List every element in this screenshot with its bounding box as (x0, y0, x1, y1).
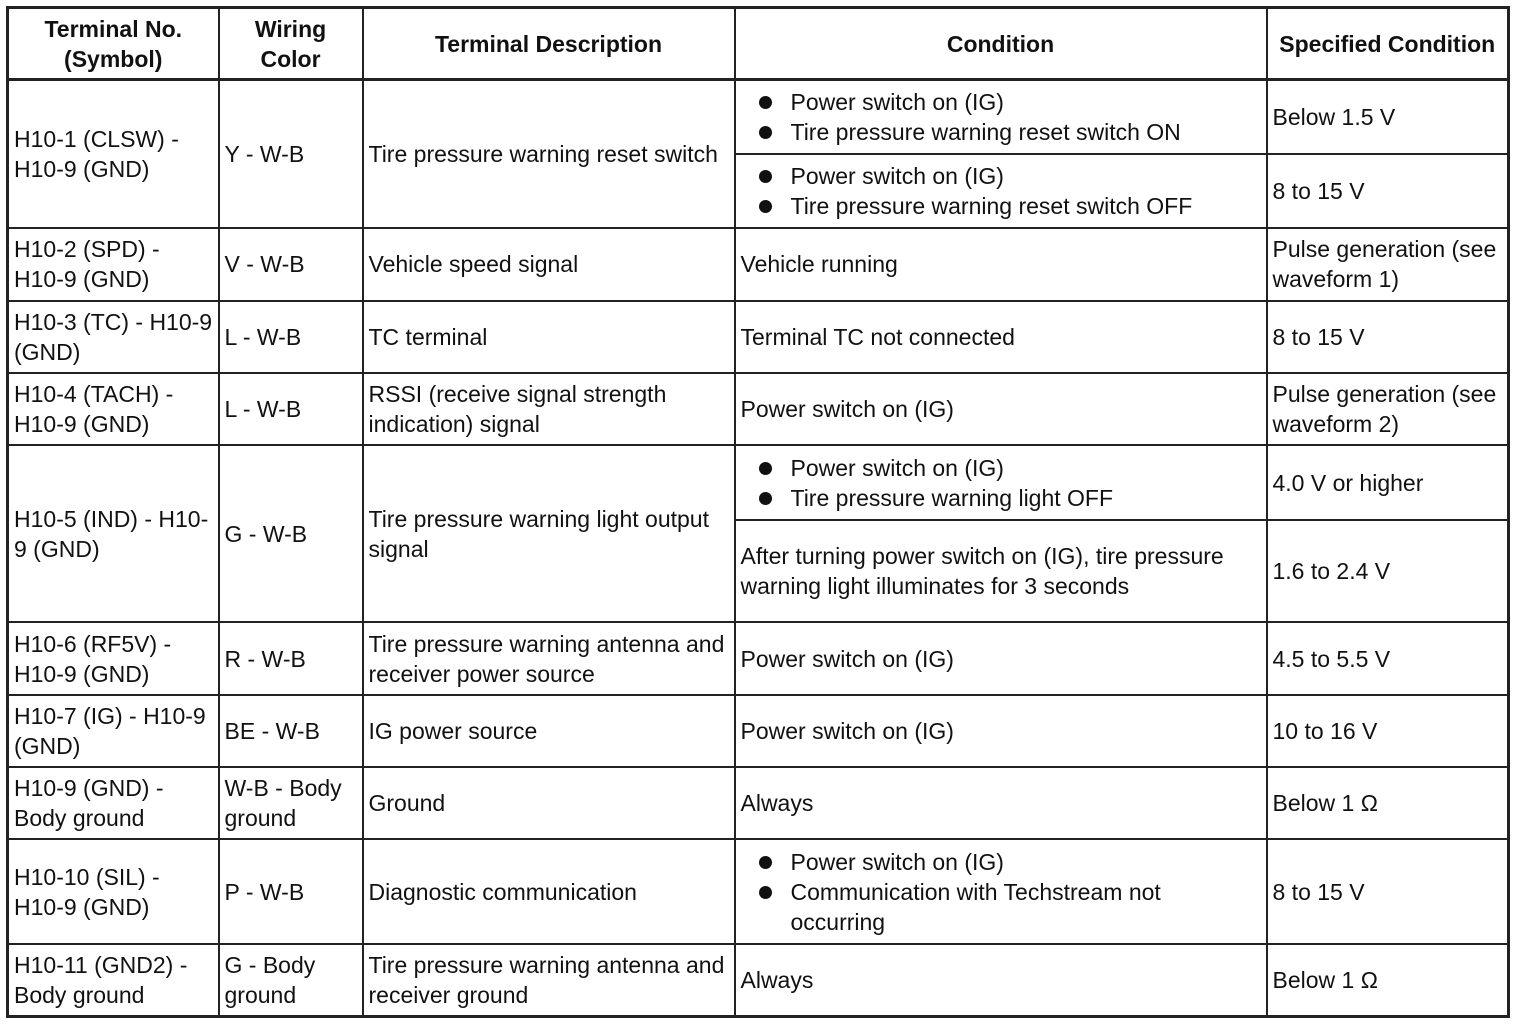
header-wiring-color: Wiring Color (219, 8, 363, 80)
wiring-cell: R - W-B (219, 622, 363, 694)
condition-cell: Terminal TC not connected (735, 301, 1267, 373)
condition-cell (735, 80, 1267, 154)
terminal-cell: H10-2 (SPD) - H10-9 (GND) (8, 228, 219, 300)
wiring-cell: L - W-B (219, 301, 363, 373)
description-cell: Tire pressure warning antenna and receiver ground (363, 944, 735, 1016)
spec-cell: 10 to 16 V (1267, 695, 1509, 767)
terminal-cell: H10-3 (TC) - H10-9 (GND) (8, 301, 219, 373)
table-row (8, 767, 1509, 839)
bullet-item: Power switch on (IG) (757, 87, 1261, 117)
spec-cell: 1.6 to 2.4 V (1267, 520, 1509, 623)
terminal-cell: H10-5 (IND) - H10-9 (GND) (8, 445, 219, 622)
terminal-cell: H10-9 (GND) - Body ground (8, 767, 219, 839)
wiring-cell: Y - W-B (219, 80, 363, 229)
bullet-item: Tire pressure warning reset switch OFF (757, 191, 1261, 221)
wiring-cell: BE - W-B (219, 695, 363, 767)
table-row (8, 839, 1509, 944)
description-cell: Tire pressure warning antenna and receiver power source (363, 622, 735, 694)
condition-cell (735, 445, 1267, 519)
terminal-cell: H10-6 (RF5V) - H10-9 (GND) (8, 622, 219, 694)
condition-cell: Power switch on (IG) (735, 622, 1267, 694)
condition-cell: Power switch on (IG) (735, 373, 1267, 445)
bullet-item: Communication with Techstream not occurring (757, 877, 1261, 937)
table-row (8, 228, 1509, 300)
condition-bullet-list (741, 87, 1261, 147)
wiring-cell: W-B - Body ground (219, 767, 363, 839)
spec-cell: Below 1.5 V (1267, 80, 1509, 154)
condition-bullet-list (741, 847, 1261, 937)
description-cell: TC terminal (363, 301, 735, 373)
condition-cell: Always (735, 767, 1267, 839)
spec-cell: 8 to 15 V (1267, 839, 1509, 944)
wiring-cell: G - Body ground (219, 944, 363, 1016)
wiring-cell: V - W-B (219, 228, 363, 300)
description-cell: RSSI (receive signal strength indication) signal (363, 373, 735, 445)
terminal-cell: H10-7 (IG) - H10-9 (GND) (8, 695, 219, 767)
condition-cell: After turning power switch on (IG), tire pressure warning light illuminates for 3 seconds (735, 520, 1267, 623)
terminal-cell: H10-1 (CLSW) - H10-9 (GND) (8, 80, 219, 229)
spec-cell: 8 to 15 V (1267, 301, 1509, 373)
description-cell: Ground (363, 767, 735, 839)
description-cell: Diagnostic communication (363, 839, 735, 944)
bullet-item: Power switch on (IG) (757, 847, 1261, 877)
spec-cell: Below 1 Ω (1267, 767, 1509, 839)
header-specified-condition: Specified Condition (1267, 8, 1509, 80)
table-row (8, 373, 1509, 445)
spec-cell: Pulse generation (see waveform 1) (1267, 228, 1509, 300)
header-condition: Condition (735, 8, 1267, 80)
bullet-item: Tire pressure warning light OFF (757, 483, 1261, 513)
description-cell: IG power source (363, 695, 735, 767)
spec-cell: 4.5 to 5.5 V (1267, 622, 1509, 694)
header-terminal: Terminal No. (Symbol) (8, 8, 219, 80)
table-row (8, 695, 1509, 767)
description-cell: Tire pressure warning reset switch (363, 80, 735, 229)
condition-cell: Always (735, 944, 1267, 1016)
terminal-cell: H10-11 (GND2) - Body ground (8, 944, 219, 1016)
bullet-item: Power switch on (IG) (757, 161, 1261, 191)
condition-bullet-list (741, 161, 1261, 221)
table-row (8, 80, 1509, 154)
description-cell: Tire pressure warning light output signal (363, 445, 735, 622)
header-row (8, 8, 1509, 80)
table-row (8, 944, 1509, 1016)
condition-cell (735, 154, 1267, 228)
spec-cell: 8 to 15 V (1267, 154, 1509, 228)
spec-cell: Below 1 Ω (1267, 944, 1509, 1016)
condition-cell: Vehicle running (735, 228, 1267, 300)
header-description: Terminal Description (363, 8, 735, 80)
description-cell: Vehicle speed signal (363, 228, 735, 300)
wiring-cell: L - W-B (219, 373, 363, 445)
terminal-cell: H10-10 (SIL) - H10-9 (GND) (8, 839, 219, 944)
table-row (8, 622, 1509, 694)
spec-cell: Pulse generation (see waveform 2) (1267, 373, 1509, 445)
bullet-item: Power switch on (IG) (757, 453, 1261, 483)
wiring-cell: G - W-B (219, 445, 363, 622)
condition-cell: Power switch on (IG) (735, 695, 1267, 767)
terminal-cell: H10-4 (TACH) - H10-9 (GND) (8, 373, 219, 445)
table-row (8, 445, 1509, 519)
condition-bullet-list (741, 453, 1261, 513)
condition-cell (735, 839, 1267, 944)
bullet-item: Tire pressure warning reset switch ON (757, 117, 1261, 147)
spec-cell: 4.0 V or higher (1267, 445, 1509, 519)
wiring-cell: P - W-B (219, 839, 363, 944)
table-row (8, 301, 1509, 373)
terminal-spec-table (6, 6, 1510, 1018)
